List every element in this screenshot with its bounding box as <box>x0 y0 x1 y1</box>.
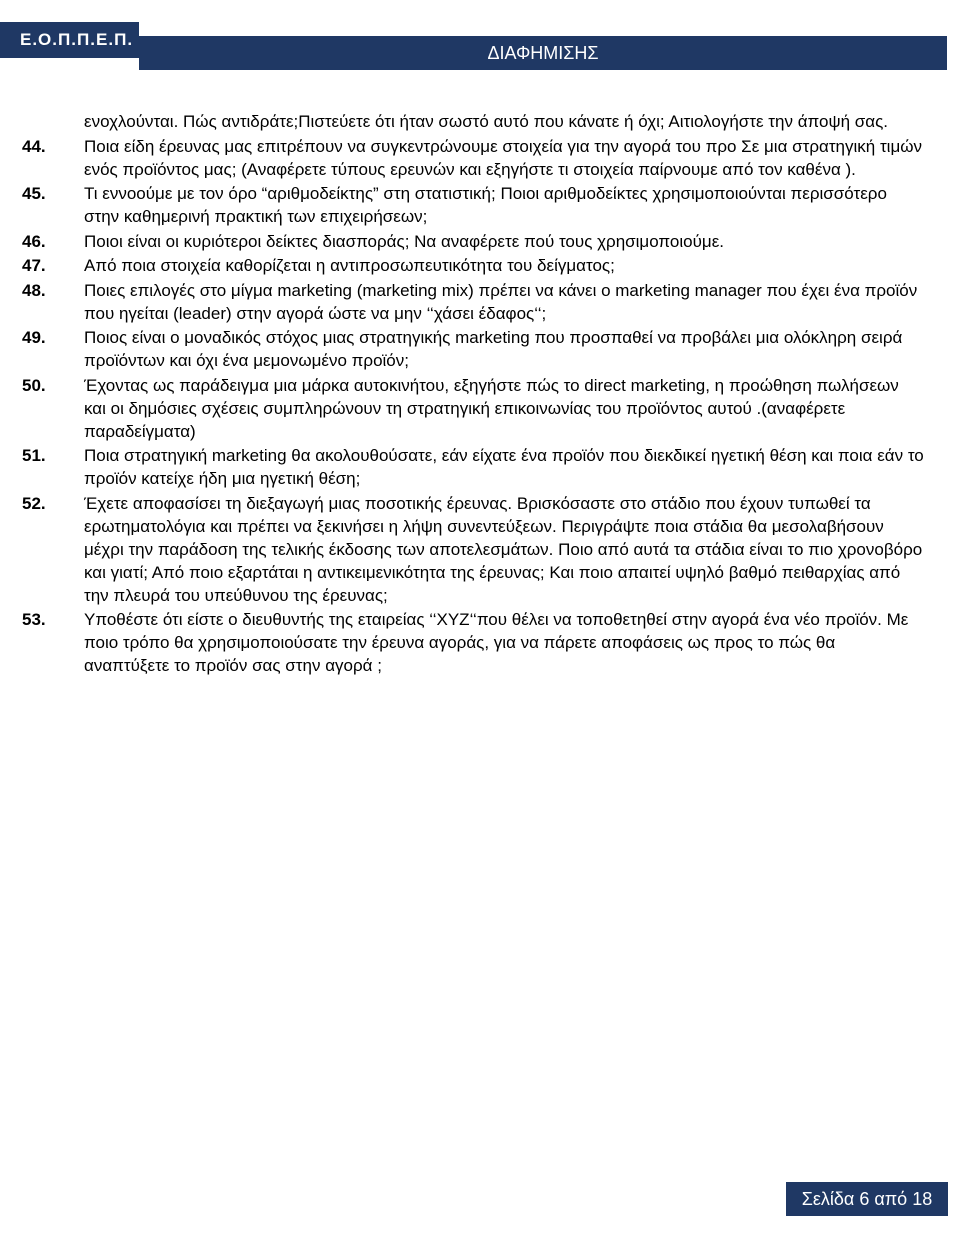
question-text: Ποια στρατηγική marketing θα ακολουθούσατε, εάν είχατε ένα προϊόν που διεκδικεί ηγετική θέση και ποια εάν το προϊόν κατείχε ήδη μια ηγετική θέση; <box>84 446 924 488</box>
question-text: Υποθέστε ότι είστε ο διευθυντής της εταιρείας ‘‘XYZ‘‘που θέλει να τοποθετηθεί στην αγορά ένα νέο προϊόν. Με ποιο τρόπο θα χρησιμοποιούσατε την έρευνα αγοράς, για να πάρετε αποφάσεις ως προς το πώς θα αναπτύξετε το προϊόν σας στην αγορά ; <box>84 610 909 675</box>
question-44 <box>0 135 924 181</box>
question-text: Ποιος είναι ο μοναδικός στόχος μιας στρατηγικής marketing που προσπαθεί να προβάλει μια ολόκληρη σειρά προϊόντων και όχι ένα μεμονωμένο προϊόν; <box>84 328 903 370</box>
page-number-label: Σελίδα 6 από 18 <box>786 1182 948 1216</box>
question-text: Από ποια στοιχεία καθορίζεται η αντιπροσωπευτικότητα του δείγματος; <box>84 256 615 275</box>
question-number: 52. <box>22 493 46 513</box>
questions-list <box>0 110 960 679</box>
question-number: 49. <box>22 328 46 347</box>
question-number: 47. <box>22 256 46 275</box>
question-text: Τι εννοούμε με τον όρο “αριθμοδείκτης” στη στατιστική; Ποιοι αριθμοδείκτες χρησιμοποιούνται περισσότερο στην καθημερινή πρακτική των επιχειρήσεων; <box>84 184 887 226</box>
question-text: Ποιες επιλογές στο μίγμα marketing (marketing mix) πρέπει να κάνει ο marketing manager που έχει ένα προϊόν που ηγείται (leader) στην αγορά ώστε να μην ‘‘χάσει έδαφος‘‘; <box>84 280 918 323</box>
question-45 <box>0 182 924 228</box>
question-text: Ποια είδη έρευνας μας επιτρέπουν να συγκεντρώνουμε στοιχεία για την αγορά του προ Σε μια στρατηγική τιμών ενός προϊόντος μας; (Αναφέρετε τύπους ερευνών και εξηγήστε τι στοιχεία παίρνουμε από τον καθένα ). <box>84 136 923 179</box>
question-number: 44. <box>22 136 46 156</box>
continuation-text-body: ενοχλούνται. Πώς αντιδράτε;Πιστεύετε ότι ήταν σωστό αυτό που κάνατε ή όχι; Αιτιολογήστε την άποψή σας. <box>84 112 889 131</box>
question-47 <box>0 254 924 277</box>
question-text: Έχοντας ως παράδειγμα μια μάρκα αυτοκινήτου, εξηγήστε πώς το direct marketing, η προώθηση πωλήσεων και οι δημόσιες σχέσεις συμπληρώνουν τη στρατηγική επικοινωνίας του προϊόντος αυτού .(αναφέρετε παραδείγματα) <box>84 375 899 441</box>
question-number: 46. <box>22 231 46 251</box>
question-number: 48. <box>22 280 46 300</box>
question-53 <box>0 608 924 677</box>
question-50 <box>0 374 924 443</box>
question-48 <box>0 279 924 325</box>
question-49 <box>0 326 924 372</box>
question-number: 51. <box>22 446 46 465</box>
question-46 <box>0 230 924 253</box>
question-52 <box>0 492 924 607</box>
question-text: Ποιοι είναι οι κυριότεροι δείκτες διασποράς; Να αναφέρετε πού τους χρησιμοποιούμε. <box>84 231 724 251</box>
continuation-text <box>0 110 924 133</box>
question-51 <box>0 444 924 490</box>
header-left-title: Ε.Ο.Π.Π.Ε.Π. <box>0 22 139 58</box>
question-number: 50. <box>22 375 46 395</box>
question-text: Έχετε αποφασίσει τη διεξαγωγή μιας ποσοτικής έρευνας. Βρισκόσαστε στο στάδιο που έχουν τυπωθεί τα ερωτηματολόγια και πρέπει να ξεκινήσει η λήψη συνεντεύξεων. Περιγράψτε ποια στάδια θα μεσολαβήσουν μέχρι την παράδοση της τελικής έκδοσης των αποτελεσμάτων. Ποιο από αυτά τα στάδια είναι το πιο χρονοβόρο και γιατί; Από ποιο εξαρτάται η αντικειμενικότητα της έρευνας; Και ποιο απαιτεί υψηλό βαθμό πειθαρχίας από την πλευρά του υπεύθυνου της έρευνας; <box>84 493 923 605</box>
question-number: 53. <box>22 610 46 629</box>
question-number: 45. <box>22 184 46 203</box>
header-right-title: ΔΙΑΦΗΜΙΣΗΣ <box>139 36 947 70</box>
